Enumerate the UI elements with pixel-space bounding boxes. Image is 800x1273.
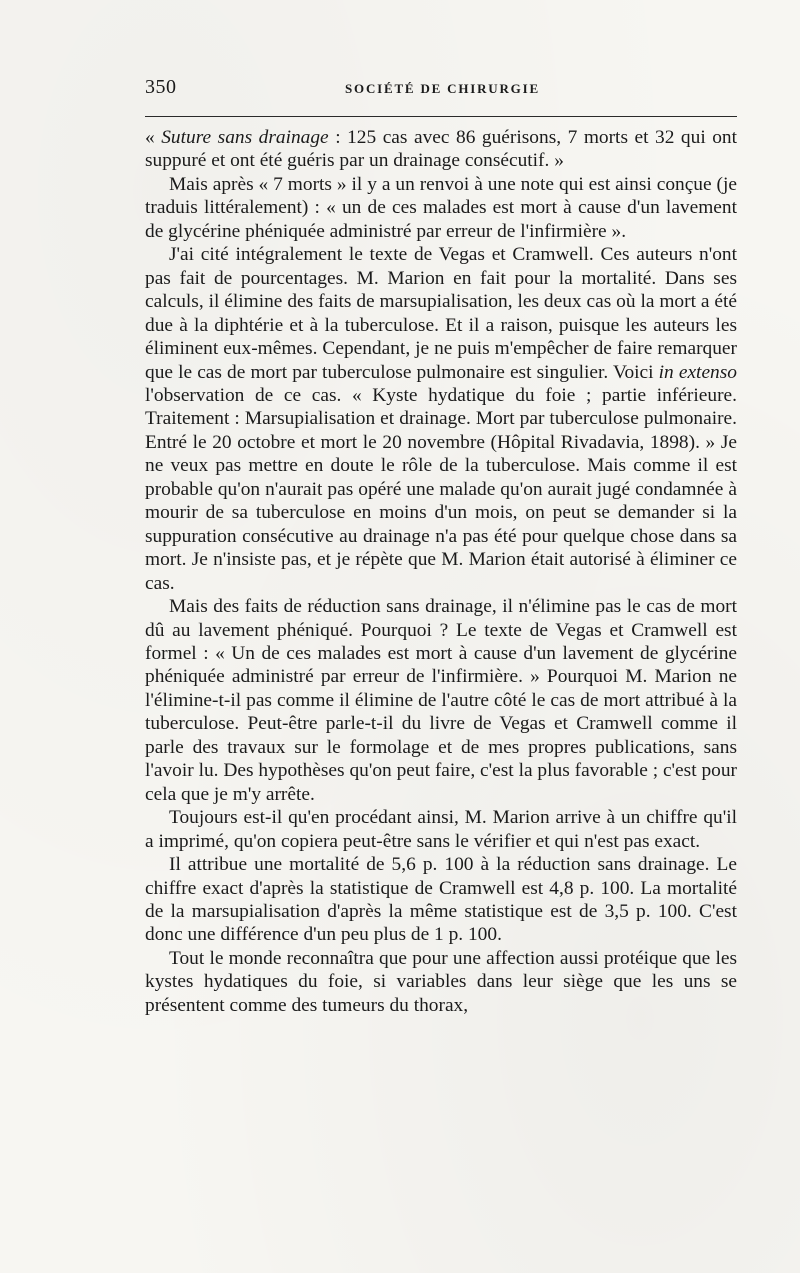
paragraph (145, 243, 737, 595)
paragraph (145, 853, 737, 947)
text-run: Mais des faits de réduction sans drainage, il n'élimine pas le cas de mort dû au lavement phéniqué. Pourquoi ? Le texte de Vegas et Cramwell est formel : « Un de ces malades est mort à cause d'un lavement de glycérine phéniquée administré par erreur de l'infirmière. » Pourquoi M. Marion ne l'élimine-t-il pas comme il élimine de l'autre côté le cas de mort attribué à la tuberculose. Peut-être parle-t-il du livre de Vegas et Cramwell comme il parle des travaux sur le formolage et de mes propres publications, sans l'avoir lu. Des hypothèses qu'on peut faire, c'est la plus favorable ; c'est pour cela que je m'y arrête. (145, 596, 737, 805)
paragraph (145, 806, 737, 853)
text-run: J'ai cité intégralement le texte de Vegas et Cramwell. Ces auteurs n'ont pas fait de pourcentages. M. Marion en fait pour la mortalité. Dans ses calculs, il élimine des faits de marsupialisation, les deux cas où la mort a été due à la diphtérie et à la tuberculose. Et il a raison, puisque les auteurs les éliminent eux-mêmes. Cependant, je ne puis m'empêcher de faire remarquer que le cas de mort par tuberculose pulmonaire est singulier. Voici (145, 244, 737, 383)
page-header (145, 76, 737, 106)
italic-text: in extenso (658, 361, 737, 383)
body-text (145, 126, 737, 1017)
text-run: Mais après « 7 morts » il y a un renvoi à une note qui est ainsi conçue (je traduis littéralement) : « un de ces malades est mort à cause d'un lavement de glycérine phéniquée administré par erreur de l'infirmière ». (145, 173, 737, 242)
paragraph (145, 126, 737, 173)
paragraph (145, 947, 737, 1017)
text-run: Il attribue une mortalité de 5,6 p. 100 à la réduction sans drainage. Le chiffre exact d'après la statistique de Cramwell est 4,8 p. 100. La mortalité de la marsupialisation d'après la même statistique est de 3,5 p. 100. C'est donc une différence d'un peu plus de 1 p. 100. (145, 854, 737, 946)
page-number: 350 (145, 76, 177, 98)
text-run: Tout le monde reconnaîtra que pour une affection aussi protéique que les kystes hydatiques du foie, si variables dans leur siège que les uns se présentent comme des tumeurs du thorax, (145, 947, 737, 1016)
italic-text: Suture sans drainage (161, 127, 329, 148)
text-run: « (145, 127, 162, 148)
text-run: Toujours est-il qu'en procédant ainsi, M. Marion arrive à un chiffre qu'il a imprimé, qu'on copiera peut-être sans le vérifier et qui n'est pas exact. (145, 807, 737, 852)
paragraph (145, 173, 737, 243)
text-run: : 125 cas avec 86 guérisons, 7 morts et 32 qui ont suppuré et ont été guéris par un drainage consécutif. » (145, 127, 737, 172)
paragraph (145, 595, 737, 806)
running-head: SOCIÉTÉ DE CHIRURGIE (345, 81, 540, 96)
text-run: l'observation de ce cas. « Kyste hydatique du foie ; partie inférieure. Traitement : Marsupialisation et drainage. Mort par tuberculose pulmonaire. Entré le 20 octobre et mort le 20 novembre (Hôpital Rivadavia, 1898). » Je ne veux pas mettre en doute le rôle de la tuberculose. Mais comme il est probable qu'on n'aurait pas opéré une malade qu'on aurait jugé condamnée à mourir de sa tuberculose en moins d'un mois, on peut se demander si la suppuration consécutive au drainage n'a pas été pour quelque chose dans sa mort. Je n'insiste pas, et je répète que M. Marion était autorisé à éliminer ce cas. (145, 384, 737, 594)
header-rule (145, 116, 737, 117)
